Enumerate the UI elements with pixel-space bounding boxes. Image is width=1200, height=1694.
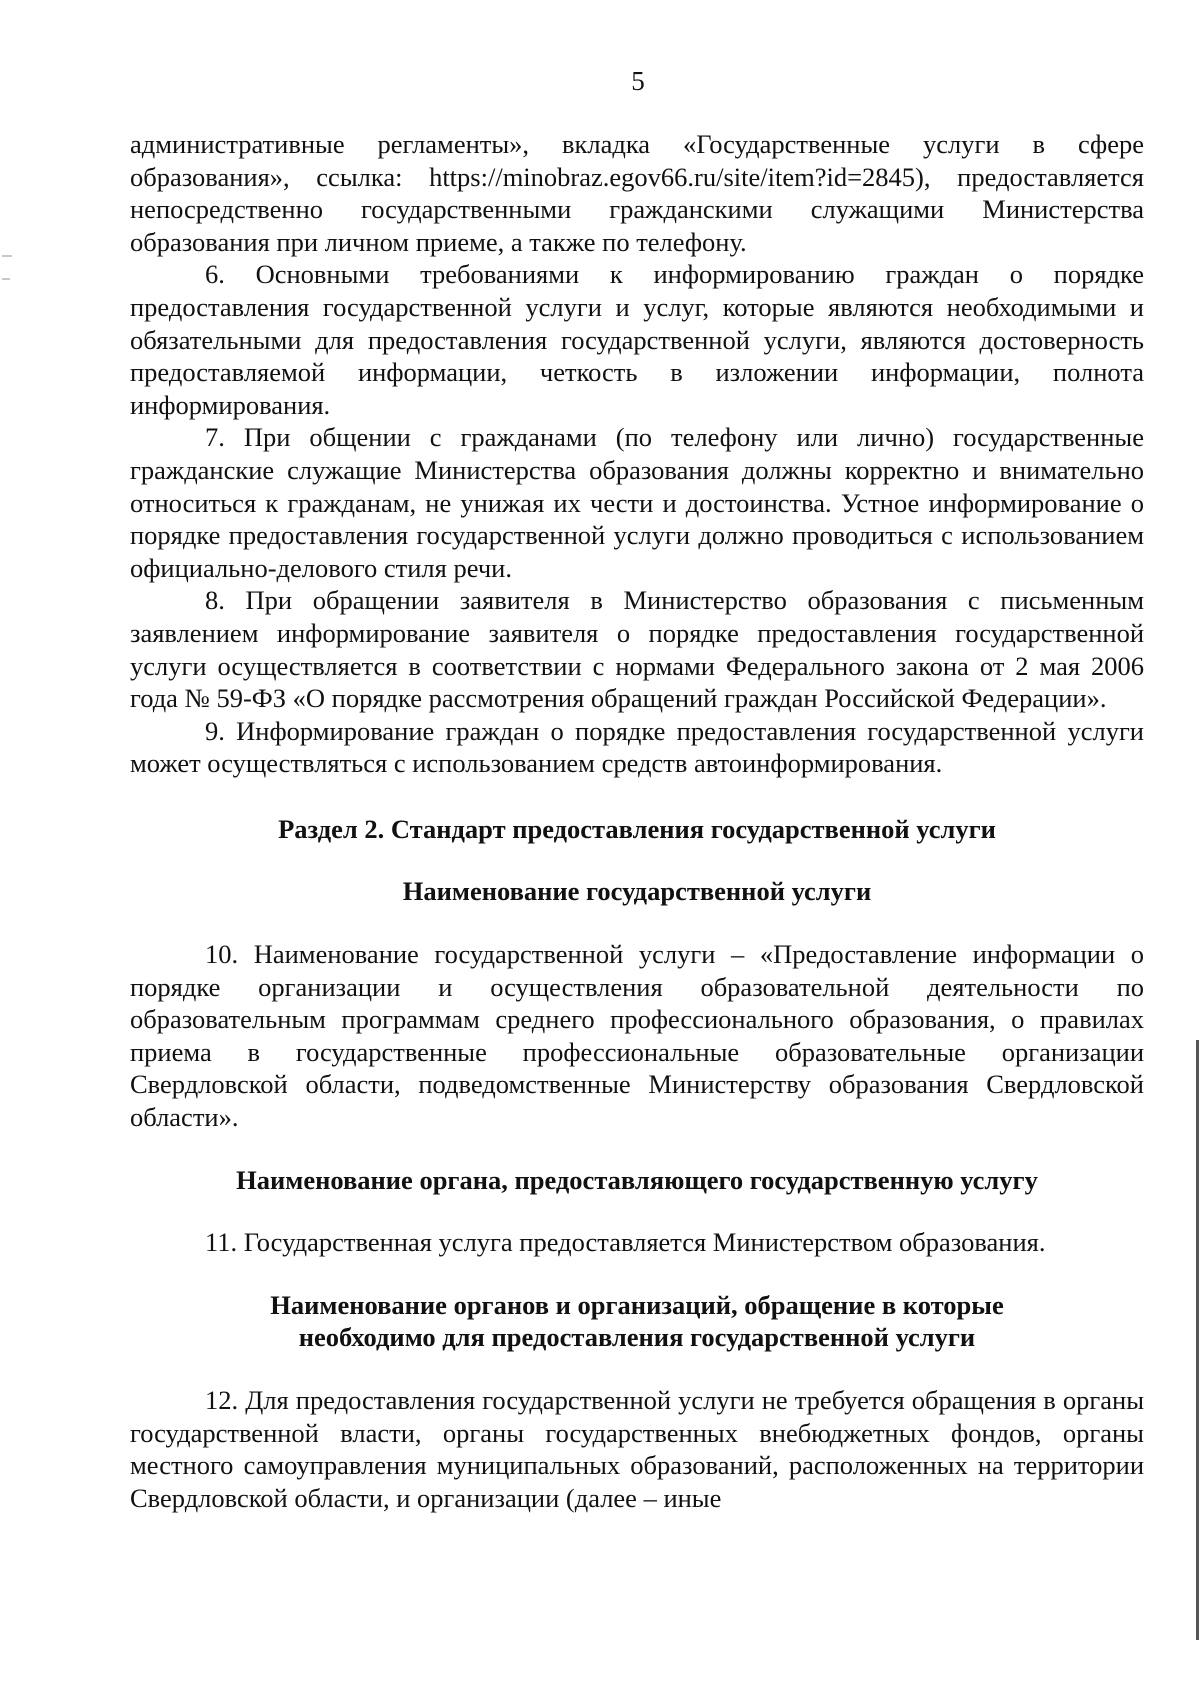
paragraph-7: 7. При общении с гражданами (по телефону или лично) государственные гражданские служащие Министерства образования должны корректно и внимательно относиться к гражданам, не унижая их чести и достоинства. Устное информирование о порядке предоставления государственной услуги должно проводиться с использованием официально-делового стиля речи. [130,422,1144,583]
paragraph-6: 6. Основными требованиями к информированию граждан о порядке предоставления государственной услуги и услуг, которые являются необходимыми и обязательными для предоставления государственной услуги, являются достоверность предоставляемой информации, четкость в изложении информации, полнота информирования. [130,259,1144,420]
subheading-authority-name: Наименование органа, предоставляющего государственную услугу [236,1164,1038,1195]
subheading-service-name: Наименование государственной услуги [402,876,872,907]
section-heading: Раздел 2. Стандарт предоставления государственной услуги [278,813,996,844]
paragraph-10: 10. Наименование государственной услуги – «Предоставление информации о порядке организации и осуществления образовательной деятельности по образовательным программам среднего профессионального образования, о правилах приема в государственные профессиональные образовательные организации Свердловской области, подведомственные Министерству образования Свердловской области». [130,939,1144,1133]
scan-edge-mark [2,278,10,280]
paragraph-12: 12. Для предоставления государственной услуги не требуется обращения в органы государственной власти, органы государственных внебюджетных фондов, органы местного самоуправления муниципальных образований, расположенных на территории Свердловской области, и организации (далее – иные [130,1385,1144,1513]
document-body [130,128,1144,1514]
paragraph-11: 11. Государственная услуга предоставляется Министерством образования. [205,1227,1046,1258]
paragraph-continuation: административные регламенты», вкладка «Государственные услуги в сфере образования», ссылка: https://minobraz.egov66.ru/site/item?id=2845), предоставляется непосредственно государственными гражданскими служащими Министерства образования при личном приеме, а также по телефону. [130,129,1144,257]
paragraph-8: 8. При обращении заявителя в Министерство образования с письменным заявлением информирование заявителя о порядке предоставления государственной услуги осуществляется в соответствии с нормами Федерального закона от 2 мая 2006 года № 59-ФЗ «О порядке рассмотрения обращений граждан Российской Федерации». [130,585,1144,714]
paragraph-9: 9. Информирование граждан о порядке предоставления государственной услуги может осуществляться с использованием средств автоинформирования. [130,715,1144,779]
subheading-organizations-line-1: Наименование органов и организаций, обращение в которые [270,1289,1004,1320]
scan-edge-mark [2,255,12,257]
scan-edge-line [1196,1040,1199,1640]
subheading-organizations-line-2: необходимо для предоставления государственной услуги [298,1322,976,1353]
page-number: 5 [631,66,645,96]
